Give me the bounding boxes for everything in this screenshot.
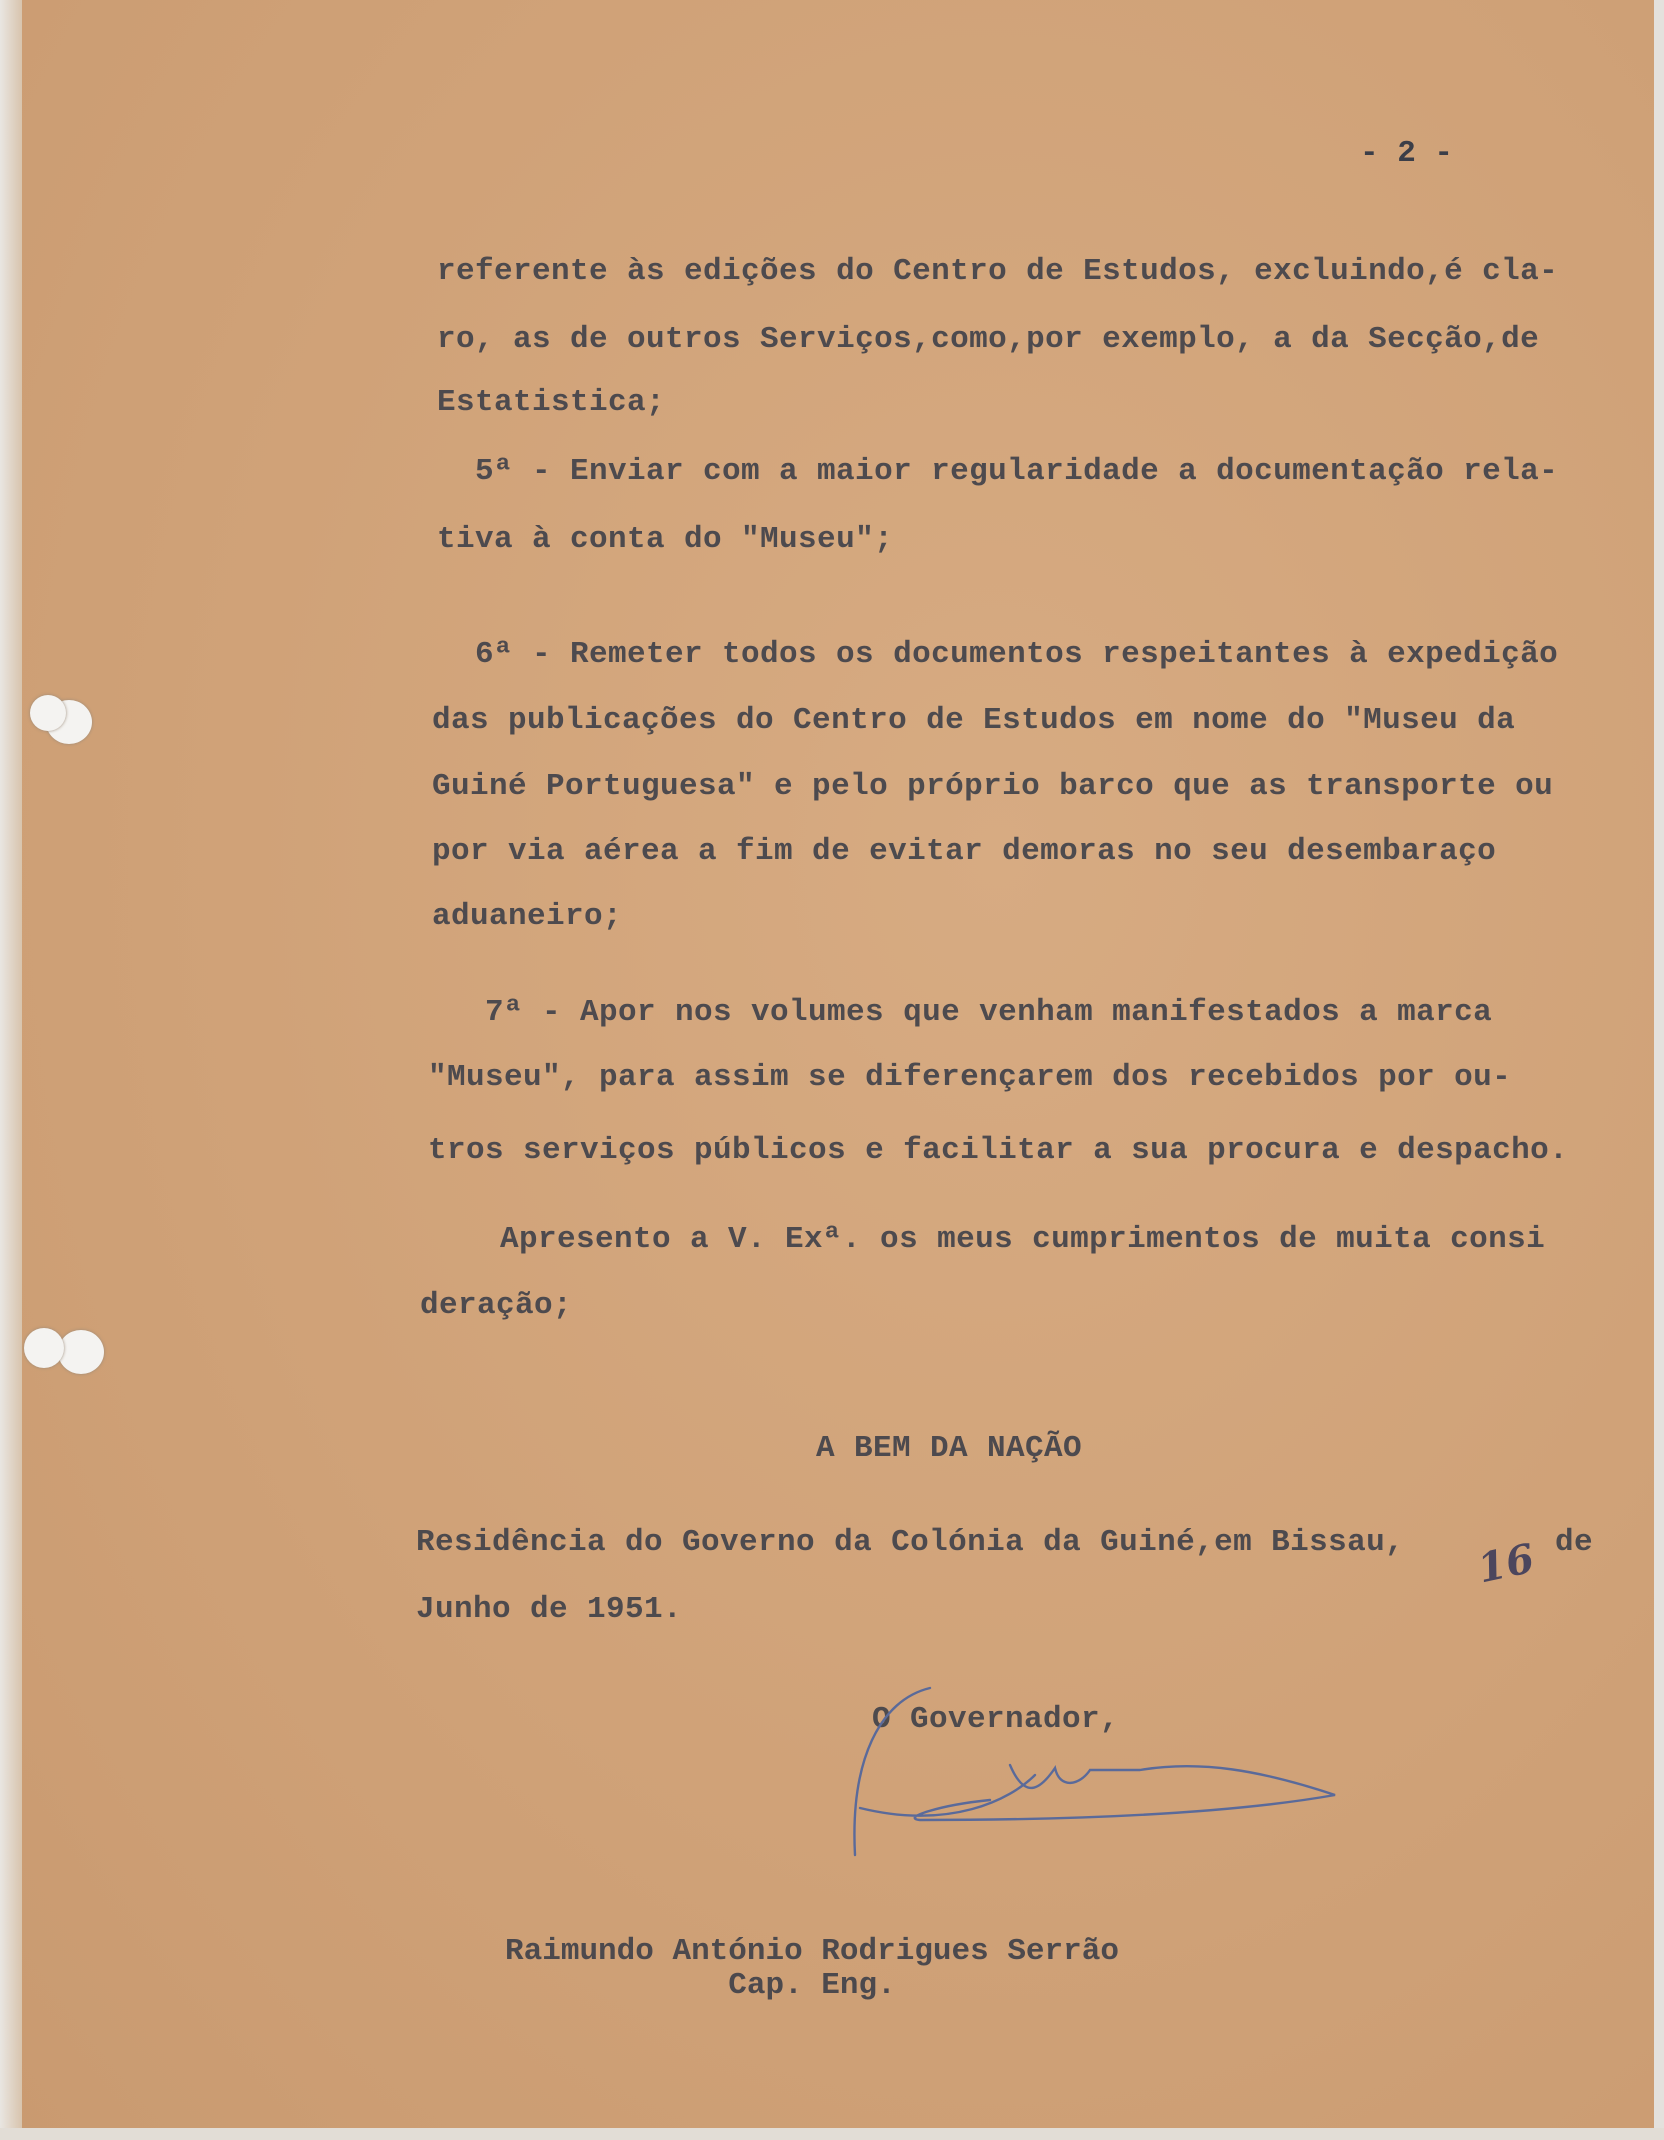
place-date-line: Junho de 1951. (416, 1592, 683, 1627)
closing-formula: A BEM DA NAÇÃO (816, 1431, 1083, 1466)
body-line: "Museu", para assim se diferençarem dos recebidos por ou- (428, 1060, 1512, 1095)
body-line: 7ª - Apor nos volumes que venham manifestados a marca (485, 995, 1493, 1030)
body-line: tros serviços públicos e facilitar a sua procura e despacho. (428, 1133, 1569, 1168)
body-line: deração; (420, 1288, 573, 1323)
signatory-rank: Cap. Eng. (728, 1968, 896, 2003)
place-date-line-end: de (1555, 1525, 1594, 1560)
body-line: referente às edições do Centro de Estudos, excluindo,é cla- (437, 254, 1559, 289)
body-line: 6ª - Remeter todos os documentos respeitantes à expedição (475, 637, 1559, 672)
signatory-title: O Governador, (872, 1702, 1120, 1737)
body-line: das publicações do Centro de Estudos em nome do "Museu da (432, 703, 1516, 738)
body-line: tiva à conta do "Museu"; (437, 522, 894, 557)
body-line: Apresento a V. Exª. os meus cumprimentos de muita consi (500, 1222, 1546, 1257)
body-line: ro, as de outros Serviços,como,por exemplo, a da Secção,de (437, 322, 1540, 357)
body-line: Estatistica; (437, 385, 666, 420)
page-number: - 2 - (1360, 136, 1454, 171)
body-line: 5ª - Enviar com a maior regularidade a documentação rela- (475, 454, 1559, 489)
body-line: por via aérea a fim de evitar demoras no seu desembaraço (432, 834, 1497, 869)
body-line: aduaneiro; (432, 899, 623, 934)
handwritten-day: 16 (1473, 1534, 1539, 1593)
signatory-name: Raimundo António Rodrigues Serrão (505, 1934, 1119, 1969)
place-date-line: Residência do Governo da Colónia da Guiné,em Bissau, (416, 1525, 1405, 1560)
body-line: Guiné Portuguesa" e pelo próprio barco que as transporte ou (432, 769, 1554, 804)
